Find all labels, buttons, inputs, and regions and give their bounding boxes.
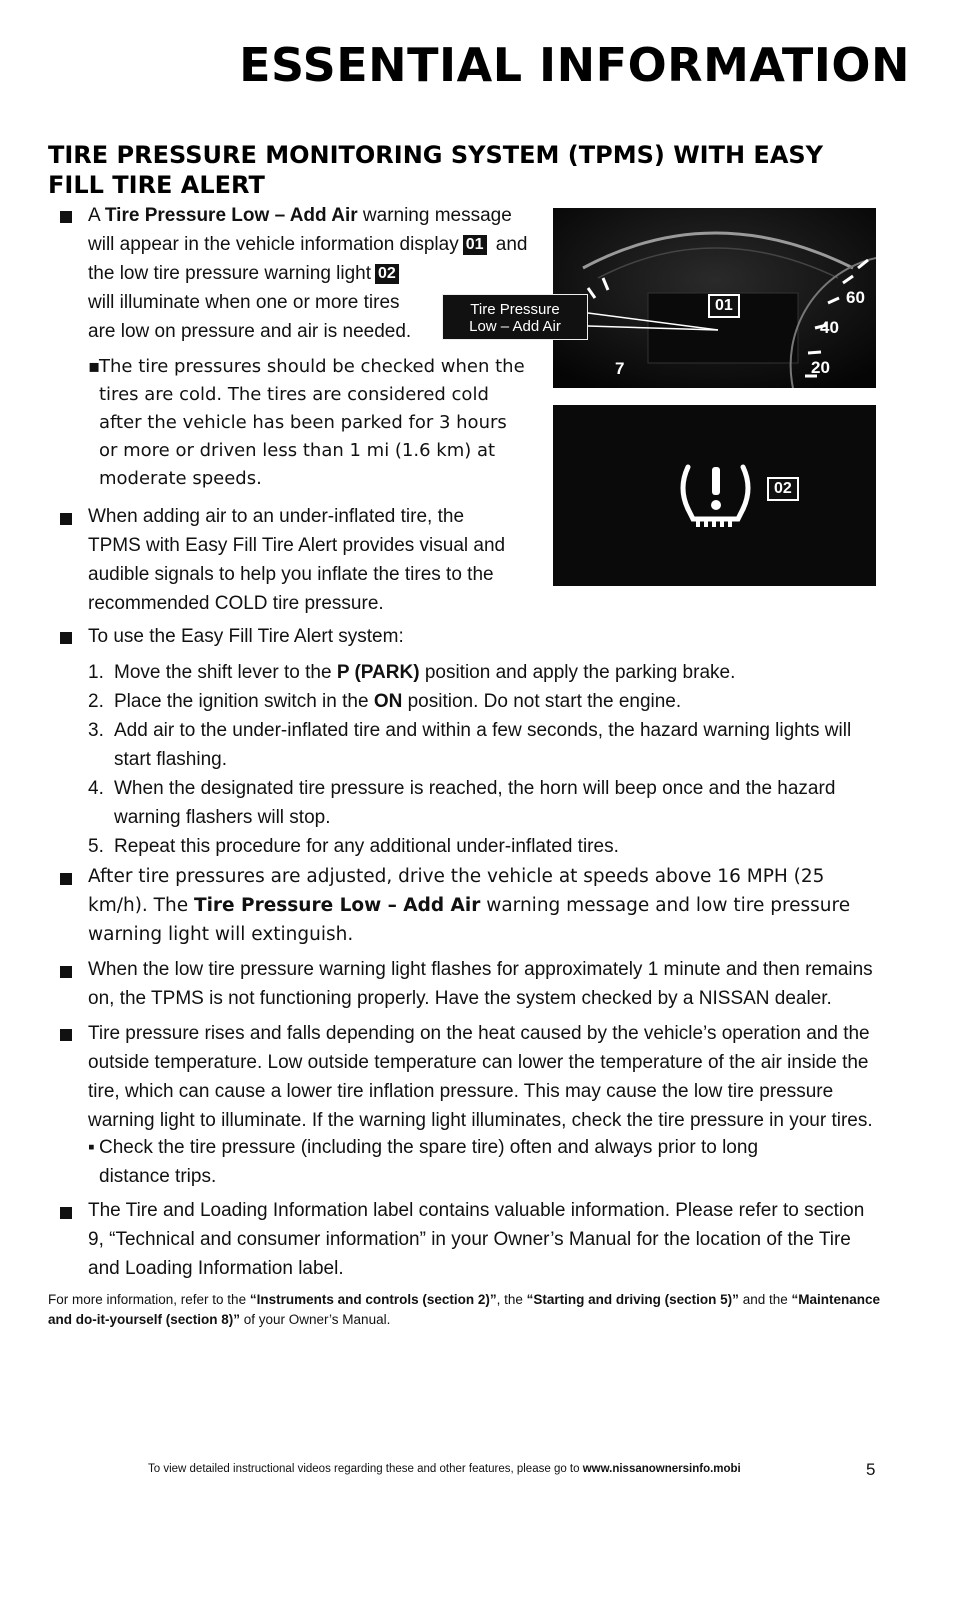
section-title: TIRE PRESSURE MONITORING SYSTEM (TPMS) WITH EASY FILL TIRE ALERT — [48, 141, 824, 199]
tpms-warning-light-image — [553, 405, 876, 586]
footnote-text: For more information, refer to the — [48, 1292, 250, 1307]
footnote-text: and the — [738, 1292, 792, 1307]
sub-bullet-cold-tires — [88, 353, 528, 493]
page-title: ESSENTIAL INFORMATION — [239, 38, 910, 92]
sub-bullet-marker: ▪ — [88, 1137, 95, 1158]
step-bold-text: ON — [373, 691, 403, 712]
bullet-loading-info: The Tire and Loading Information label contains valuable information. Please refer to section 9, “Technical and consumer information” in your Owner’s Manual for the location of the Tire and Loading Information label. — [88, 1200, 865, 1279]
tpms-warning-icon — [553, 405, 876, 586]
callout-line-2: Low – Add Air — [469, 318, 561, 335]
page-footer — [148, 1463, 741, 1475]
bullet-text: warning message will appear in the vehicle information display — [88, 205, 512, 255]
step-text: Repeat this procedure for any additional under-inflated tires. — [114, 836, 619, 857]
bullet-marker — [60, 873, 72, 885]
bullet-text: and the low tire pressure warning light — [88, 234, 528, 284]
figure-label-01: 01 — [708, 294, 740, 318]
tpms-callout-box — [442, 294, 588, 340]
bullet-adding-air: When adding air to an under-inflated tire, the TPMS with Easy Fill Tire Alert provides visual and audible signals to help you inflate the tires to the recommended COLD tire pressure. — [88, 506, 506, 614]
sub-bullet-marker: ▪ — [88, 356, 101, 377]
more-info-footnote — [48, 1290, 888, 1330]
sub-bullet-text: The tire pressures should be checked when the tires are cold. The tires are considered cold after the vehicle has been parked for 3 hours or more or driven less than 1 mi (1.6 km) at moderate speeds. — [99, 356, 525, 489]
footer-url-link[interactable]: www.nissanownersinfo.mobi — [582, 1463, 741, 1475]
bullet-text: After tire pressures are adjusted, drive the vehicle at speeds above 16 MPH (25 km/h). The — [88, 866, 825, 916]
bullet-tpms-flashing: When the low tire pressure warning light flashes for approximately 1 minute and then remains on, the TPMS is not functioning properly. Have the system checked by a NISSAN dealer. — [88, 959, 873, 1009]
step-number: 5. — [88, 836, 104, 857]
footnote-text: , the — [496, 1292, 527, 1307]
bullet-marker — [60, 211, 72, 223]
footnote-ref-section-5: “Starting and driving (section 5)” — [526, 1292, 739, 1307]
bullet-marker — [60, 632, 72, 644]
bullet-marker — [60, 513, 72, 525]
bullet-easy-fill-intro: To use the Easy Fill Tire Alert system: — [88, 626, 404, 647]
step-number: 3. — [88, 720, 104, 741]
step-5 — [88, 832, 868, 861]
sub-bullet-spare-tire — [88, 1133, 788, 1191]
bullet-text: A — [88, 205, 105, 226]
step-text: Add air to the under-inflated tire and within a few seconds, the hazard warning lights will start flashing. — [114, 720, 852, 770]
badge-02: 02 — [375, 264, 399, 284]
callout-line-1: Tire Pressure — [470, 301, 560, 318]
footnote-ref-section-2: “Instruments and controls (section 2)” — [249, 1292, 497, 1307]
bullet-after-adjust — [88, 862, 878, 949]
step-number: 4. — [88, 778, 104, 799]
speed-40-label: 40 — [820, 318, 839, 337]
step-number: 1. — [88, 662, 104, 683]
step-bold-text: P (PARK) — [336, 662, 420, 683]
easy-fill-steps — [88, 658, 868, 861]
step-text: Move the shift lever to the — [114, 662, 337, 683]
sub-bullet-text: Check the tire pressure (including the spare tire) often and always prior to long distance trips. — [99, 1137, 759, 1187]
step-text: When the designated tire pressure is reached, the horn will beep once and the hazard warning flashers will stop. — [114, 778, 836, 828]
page-number: 5 — [866, 1460, 876, 1479]
bullet-text: warning message and low tire pressure warning light will extinguish. — [88, 895, 851, 945]
bullet-text: will illuminate when one or more tires are low on pressure and air is needed. — [88, 292, 412, 342]
bullet-marker — [60, 1207, 72, 1219]
step-1 — [88, 658, 868, 687]
footnote-ref-section-8: “Maintenance and do-it-yourself (section 8)” — [48, 1292, 881, 1327]
speed-60-label: 60 — [846, 288, 865, 307]
badge-01: 01 — [463, 235, 487, 255]
step-text: position and apply the parking brake. — [419, 662, 736, 683]
step-2 — [88, 687, 868, 716]
step-number: 2. — [88, 691, 104, 712]
bullet-marker — [60, 966, 72, 978]
bullet-bold-text: Tire Pressure Low – Add Air — [193, 895, 481, 916]
speed-20-label: 20 — [811, 358, 830, 377]
figure-label-02: 02 — [767, 477, 799, 501]
bullet-marker — [60, 1029, 72, 1041]
step-3 — [88, 716, 868, 774]
step-4 — [88, 774, 868, 832]
footnote-text: of your Owner’s Manual. — [240, 1312, 391, 1327]
bullet-temperature: Tire pressure rises and falls depending on the heat caused by the vehicle’s operation and the outside temperature. Low outside temperature can lower the temperature of the air inside the tire, which can cause a lower tire inflation pressure. This may cause the low tire pressure warning light to illuminate. If the warning light illuminates, check the tire pressure in your tires. — [88, 1023, 873, 1131]
step-text: position. Do not start the engine. — [402, 691, 682, 712]
rpm-7-label: 7 — [615, 359, 625, 378]
footer-text: To view detailed instructional videos regarding these and other features, please go to — [148, 1463, 583, 1475]
step-text: Place the ignition switch in the — [114, 691, 374, 712]
bullet-bold-text: Tire Pressure Low – Add Air — [104, 205, 358, 226]
